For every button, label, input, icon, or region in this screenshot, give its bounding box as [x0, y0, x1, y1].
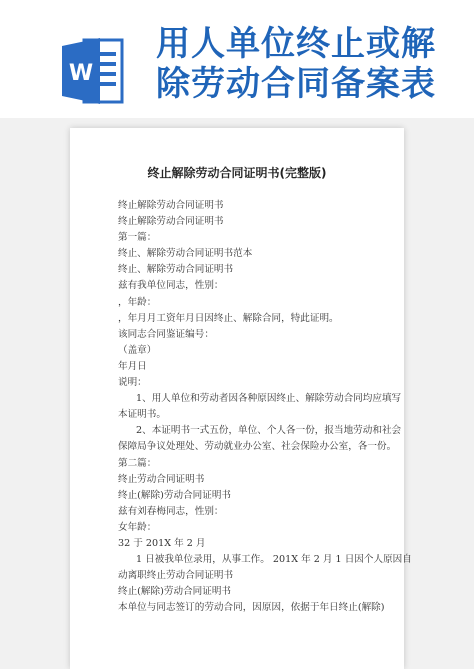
- body-line: 终止(解除)劳动合同证明书: [118, 586, 232, 598]
- document-body: [118, 198, 412, 616]
- body-line: 第二篇：: [118, 457, 157, 469]
- page-title-line-2: 除劳动合同备案表: [156, 64, 436, 104]
- body-line: （盖章）: [118, 344, 157, 356]
- body-line: 2、本证明书一式五份，单位、个人各一份，报当地劳动和社会: [136, 425, 402, 437]
- body-line: 兹有我单位同志，性别：: [118, 280, 224, 292]
- body-line: 兹有刘春梅同志，性别：: [118, 505, 224, 517]
- body-line: 1、用人单位和劳动者因各种原因终止、解除劳动合同均应填写: [136, 393, 402, 405]
- body-line: 动离职终止劳动合同证明书: [118, 570, 234, 582]
- word-logo-letter: W: [68, 61, 94, 86]
- body-line: ，年月月工资年月日因终止、解除合同，特此证明。: [118, 312, 339, 324]
- page-title: [156, 24, 466, 104]
- document-page: [70, 128, 412, 669]
- document-title: 终止解除劳动合同证明书(完整版): [147, 166, 327, 180]
- body-line: 第一篇：: [118, 232, 157, 244]
- page-title-line-1: 用人单位终止或解: [156, 24, 436, 64]
- body-line: 该同志合同鉴证编号：: [118, 328, 214, 340]
- body-line: 终止、解除劳动合同证明书: [118, 264, 234, 276]
- body-line: 保障局争议处理处、劳动就业办公室、社会保险办公室，各一份。: [118, 441, 397, 453]
- banner-header: [0, 0, 474, 118]
- body-line: 终止解除劳动合同证明书: [118, 200, 224, 211]
- body-line: 终止劳动合同证明书: [118, 473, 205, 485]
- body-line: 32 于 201X 年 2 月: [118, 537, 206, 549]
- body-line: 1 日被我单位录用，从事工作。 201X 年 2 月 1 日因个人原因自: [136, 554, 412, 566]
- body-line: 年月日: [118, 360, 147, 372]
- body-line: 说明：: [118, 377, 147, 389]
- body-line: 本单位与同志签订的劳动合同，因原因，依据于年日终止(解除): [118, 602, 385, 614]
- body-line: ，年龄：: [118, 296, 157, 308]
- body-line: 终止(解除)劳动合同证明书: [118, 489, 232, 501]
- body-line: 终止解除劳动合同证明书: [118, 216, 224, 228]
- body-line: 本证明书。: [118, 409, 166, 421]
- body-line: 终止、解除劳动合同证明书范本: [118, 248, 253, 260]
- word-document-icon: [62, 36, 124, 106]
- body-line: 女年龄：: [118, 521, 157, 533]
